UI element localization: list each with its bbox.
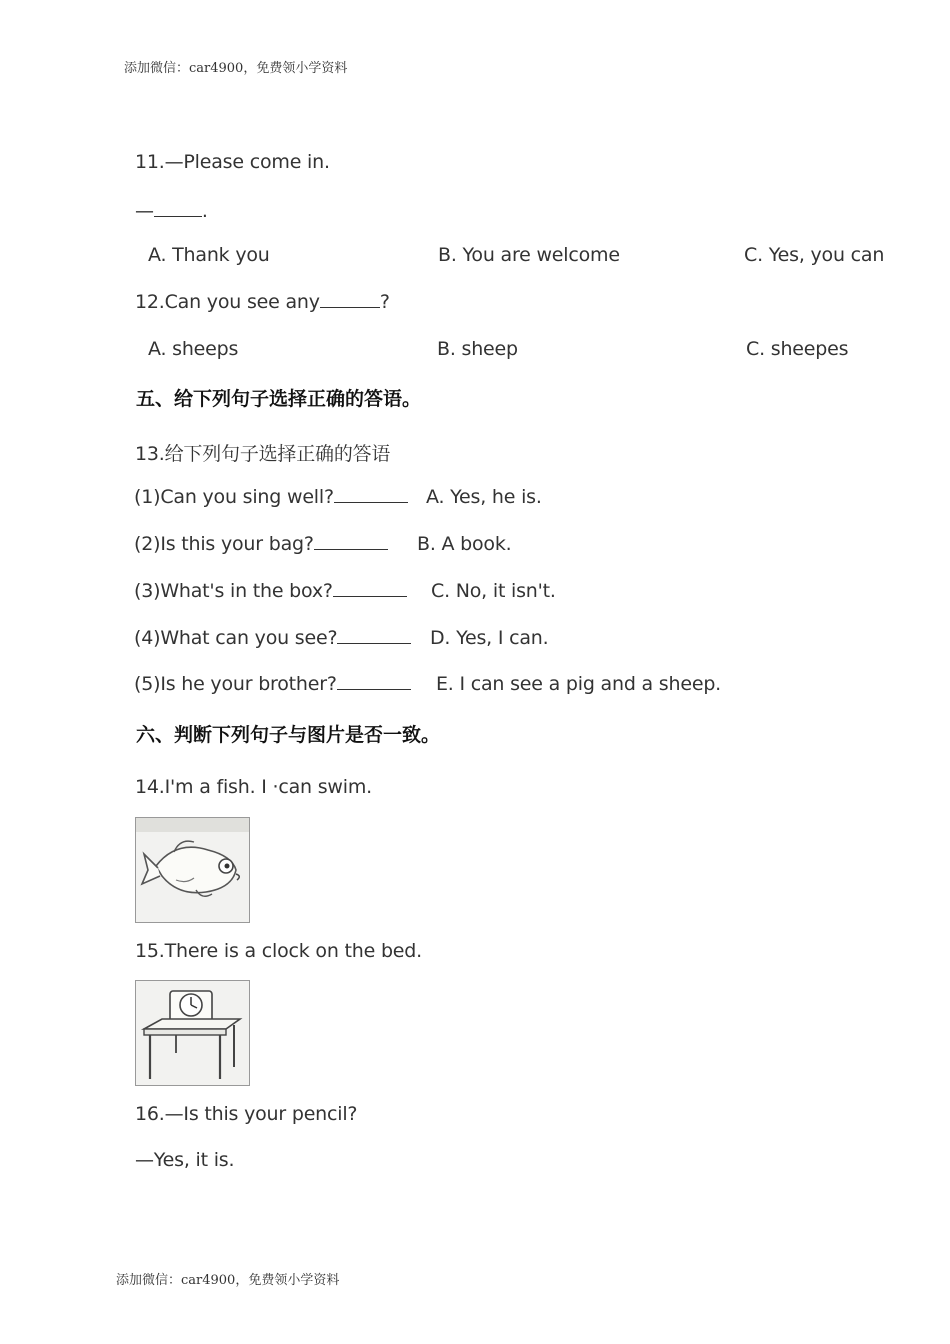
header-watermark: 添加微信：car4900，免费领小学资料	[124, 61, 348, 76]
footer-watermark: 添加微信：car4900，免费领小学资料	[116, 1273, 340, 1288]
q13-answer-b: B. A book.	[417, 533, 512, 555]
q12-prompt-start: 12.Can you see any	[135, 291, 320, 313]
q13-item-1-question: (1)Can you sing well?	[134, 486, 334, 508]
section5-title: 五、给下列句子选择正确的答语。	[136, 388, 422, 410]
q11-prompt: 11.—Please come in.	[135, 151, 330, 173]
fish-picture-icon	[135, 817, 250, 923]
q12-option-b[interactable]: B. sheep	[437, 338, 518, 360]
q13-item-3	[134, 580, 407, 602]
q13-prompt: 13.给下列句子选择正确的答语	[135, 443, 391, 465]
q14-prompt: 14.I'm a fish. I ·can swim.	[135, 776, 372, 798]
q11-option-b[interactable]: B. You are welcome	[438, 244, 620, 266]
q13-item-4-question: (4)What can you see?	[134, 627, 338, 649]
q13-item-4-blank[interactable]	[337, 642, 411, 644]
q12-prompt	[135, 291, 390, 313]
q13-item-2-blank[interactable]	[314, 548, 388, 550]
q11-answer-prefix: —	[135, 200, 154, 222]
q13-item-5-question: (5)Is he your brother?	[134, 673, 337, 695]
q12-option-a[interactable]: A. sheeps	[148, 338, 239, 360]
q13-item-4	[134, 627, 411, 649]
section6-title: 六、判断下列句子与图片是否一致。	[136, 724, 441, 746]
q13-item-2-question: (2)Is this your bag?	[134, 533, 314, 555]
q11-option-a[interactable]: A. Thank you	[148, 244, 270, 266]
q13-item-2	[134, 533, 388, 555]
q13-item-1	[134, 486, 408, 508]
q13-item-3-question: (3)What's in the box?	[134, 580, 333, 602]
q13-answer-d: D. Yes, I can.	[430, 627, 549, 649]
q13-answer-e: E. I can see a pig and a sheep.	[436, 673, 722, 695]
q11-answer-line	[135, 200, 208, 222]
q11-option-c[interactable]: C. Yes, you can	[744, 244, 885, 266]
q13-item-5	[134, 673, 411, 695]
q13-item-1-blank[interactable]	[334, 501, 408, 503]
q11-blank[interactable]	[154, 215, 202, 217]
q11-answer-suffix: .	[201, 200, 208, 222]
q16-line-2: —Yes, it is.	[135, 1149, 235, 1171]
q13-answer-a: A. Yes, he is.	[426, 486, 542, 508]
q12-blank[interactable]	[320, 306, 380, 308]
q12-prompt-end: ?	[379, 291, 390, 313]
q15-prompt: 15.There is a clock on the bed.	[135, 940, 422, 962]
q12-option-c[interactable]: C. sheepes	[746, 338, 849, 360]
q13-item-3-blank[interactable]	[333, 595, 407, 597]
q13-item-5-blank[interactable]	[337, 688, 411, 690]
q16-line-1: 16.—Is this your pencil?	[135, 1103, 358, 1125]
clock-on-table-picture-icon	[135, 980, 250, 1086]
q13-answer-c: C. No, it isn't.	[431, 580, 556, 602]
fish-drawing	[136, 818, 249, 922]
clock-table-drawing	[136, 981, 249, 1085]
